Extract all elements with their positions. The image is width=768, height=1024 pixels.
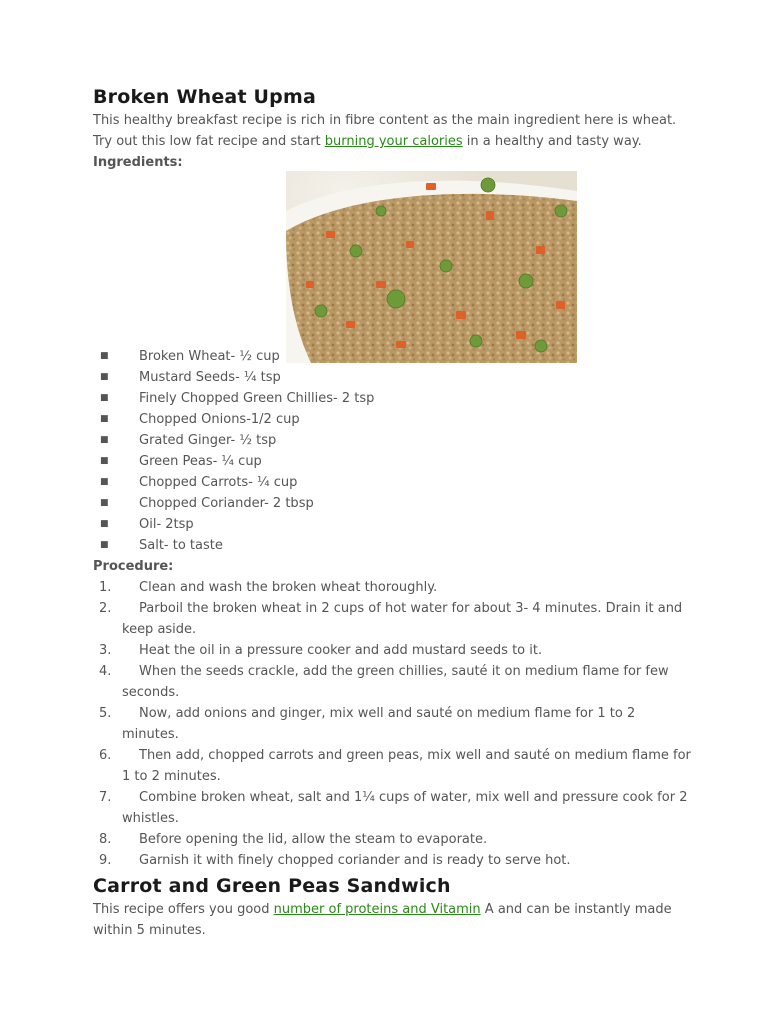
proteins-vitamin-link[interactable]: number of proteins and Vitamin [273,902,481,917]
recipe2-intro-text-a: This recipe offers you good [93,902,274,917]
procedure-step [93,640,693,661]
intro-text-1: This healthy breakfast recipe is rich in fibre content as the main ingredient here is wheat. [93,113,677,128]
bullet-icon: ■ [100,372,109,382]
recipe2-intro-text-b: A and can be instantly made within 5 minutes. [93,902,672,938]
bullet-icon: ■ [100,393,109,403]
step-text: When the seeds crackle, add the green chillies, sauté it on medium flame for few seconds. [122,664,669,700]
step-number: 2. [99,601,112,616]
bullet-icon: ■ [100,519,109,529]
procedure-heading: Procedure: [93,559,174,574]
step-number: 7. [99,790,112,805]
bullet-icon: ■ [100,435,109,445]
step-number: 4. [99,664,112,679]
step-text: Heat the oil in a pressure cooker and add mustard seeds to it. [139,643,543,658]
ingredient-item [93,535,693,556]
ingredient-text: Grated Ginger- ½ tsp [139,433,277,448]
procedure-step [93,745,693,787]
ingredient-text: Mustard Seeds- ¼ tsp [139,370,281,385]
ingredients-heading: Ingredients: [93,155,183,170]
burning-calories-link[interactable]: burning your calories [324,134,463,149]
procedure-step [93,850,693,871]
ingredient-item [93,451,693,472]
ingredient-text: Green Peas- ¼ cup [139,454,262,469]
step-number: 8. [99,832,112,847]
procedure-list [93,577,693,871]
ingredient-text: Chopped Carrots- ¼ cup [139,475,298,490]
ingredient-text: Salt- to taste [139,538,223,553]
step-text: Now, add onions and ginger, mix well and sauté on medium flame for 1 to 2 minutes. [122,706,636,742]
step-number: 9. [99,853,112,868]
procedure-step [93,703,693,745]
ingredient-text: Finely Chopped Green Chillies- 2 tsp [139,391,375,406]
recipe-intro-line-1 [93,110,693,131]
ingredient-text: Chopped Onions-1/2 cup [139,412,300,427]
ingredient-item [93,514,693,535]
bullet-icon: ■ [100,477,109,487]
procedure-step [93,661,693,703]
ingredient-text: Oil- 2tsp [139,517,194,532]
document-page [93,84,693,941]
ingredient-text: Chopped Coriander- 2 tbsp [139,496,314,511]
step-number: 3. [99,643,112,658]
step-text: Combine broken wheat, salt and 1¼ cups of water, mix well and pressure cook for 2 whistles. [122,790,688,826]
procedure-step [93,577,693,598]
ingredient-item [93,346,693,367]
ingredients-list [93,346,693,556]
step-number: 6. [99,748,112,763]
step-text: Before opening the lid, allow the steam to evaporate. [139,832,488,847]
procedure-step [93,787,693,829]
ingredient-item [93,409,693,430]
step-text: Parboil the broken wheat in 2 cups of hot water for about 3- 4 minutes. Drain it and keep aside. [122,601,683,637]
procedure-step [93,598,693,640]
step-text: Garnish it with finely chopped coriander and is ready to serve hot. [139,853,571,868]
bullet-icon: ■ [100,351,109,361]
recipe-intro-line-2 [93,131,693,152]
bullet-icon: ■ [100,414,109,424]
ingredient-item [93,472,693,493]
step-number: 5. [99,706,112,721]
step-text: Then add, chopped carrots and green peas, mix well and sauté on medium flame for 1 to 2 minutes. [122,748,691,784]
ingredient-item [93,493,693,514]
ingredient-item [93,367,693,388]
step-number: 1. [99,580,112,595]
intro-text-2b: in a healthy and tasty way. [462,134,642,149]
ingredient-item [93,430,693,451]
upma-dish-image [286,171,577,363]
recipe2-intro [93,899,693,941]
ingredient-item [93,388,693,409]
ingredient-text: Broken Wheat- ½ cup [139,349,280,364]
procedure-step [93,829,693,850]
bullet-icon: ■ [100,540,109,550]
bullet-icon: ■ [100,498,109,508]
recipe-title-carrot-peas-sandwich: Carrot and Green Peas Sandwich [93,875,451,897]
upma-dish-photo [286,171,577,363]
step-text: Clean and wash the broken wheat thoroughly. [139,580,438,595]
intro-text-2a: Try out this low fat recipe and start [93,134,325,149]
bullet-icon: ■ [100,456,109,466]
recipe-title-broken-wheat-upma: Broken Wheat Upma [93,86,316,108]
